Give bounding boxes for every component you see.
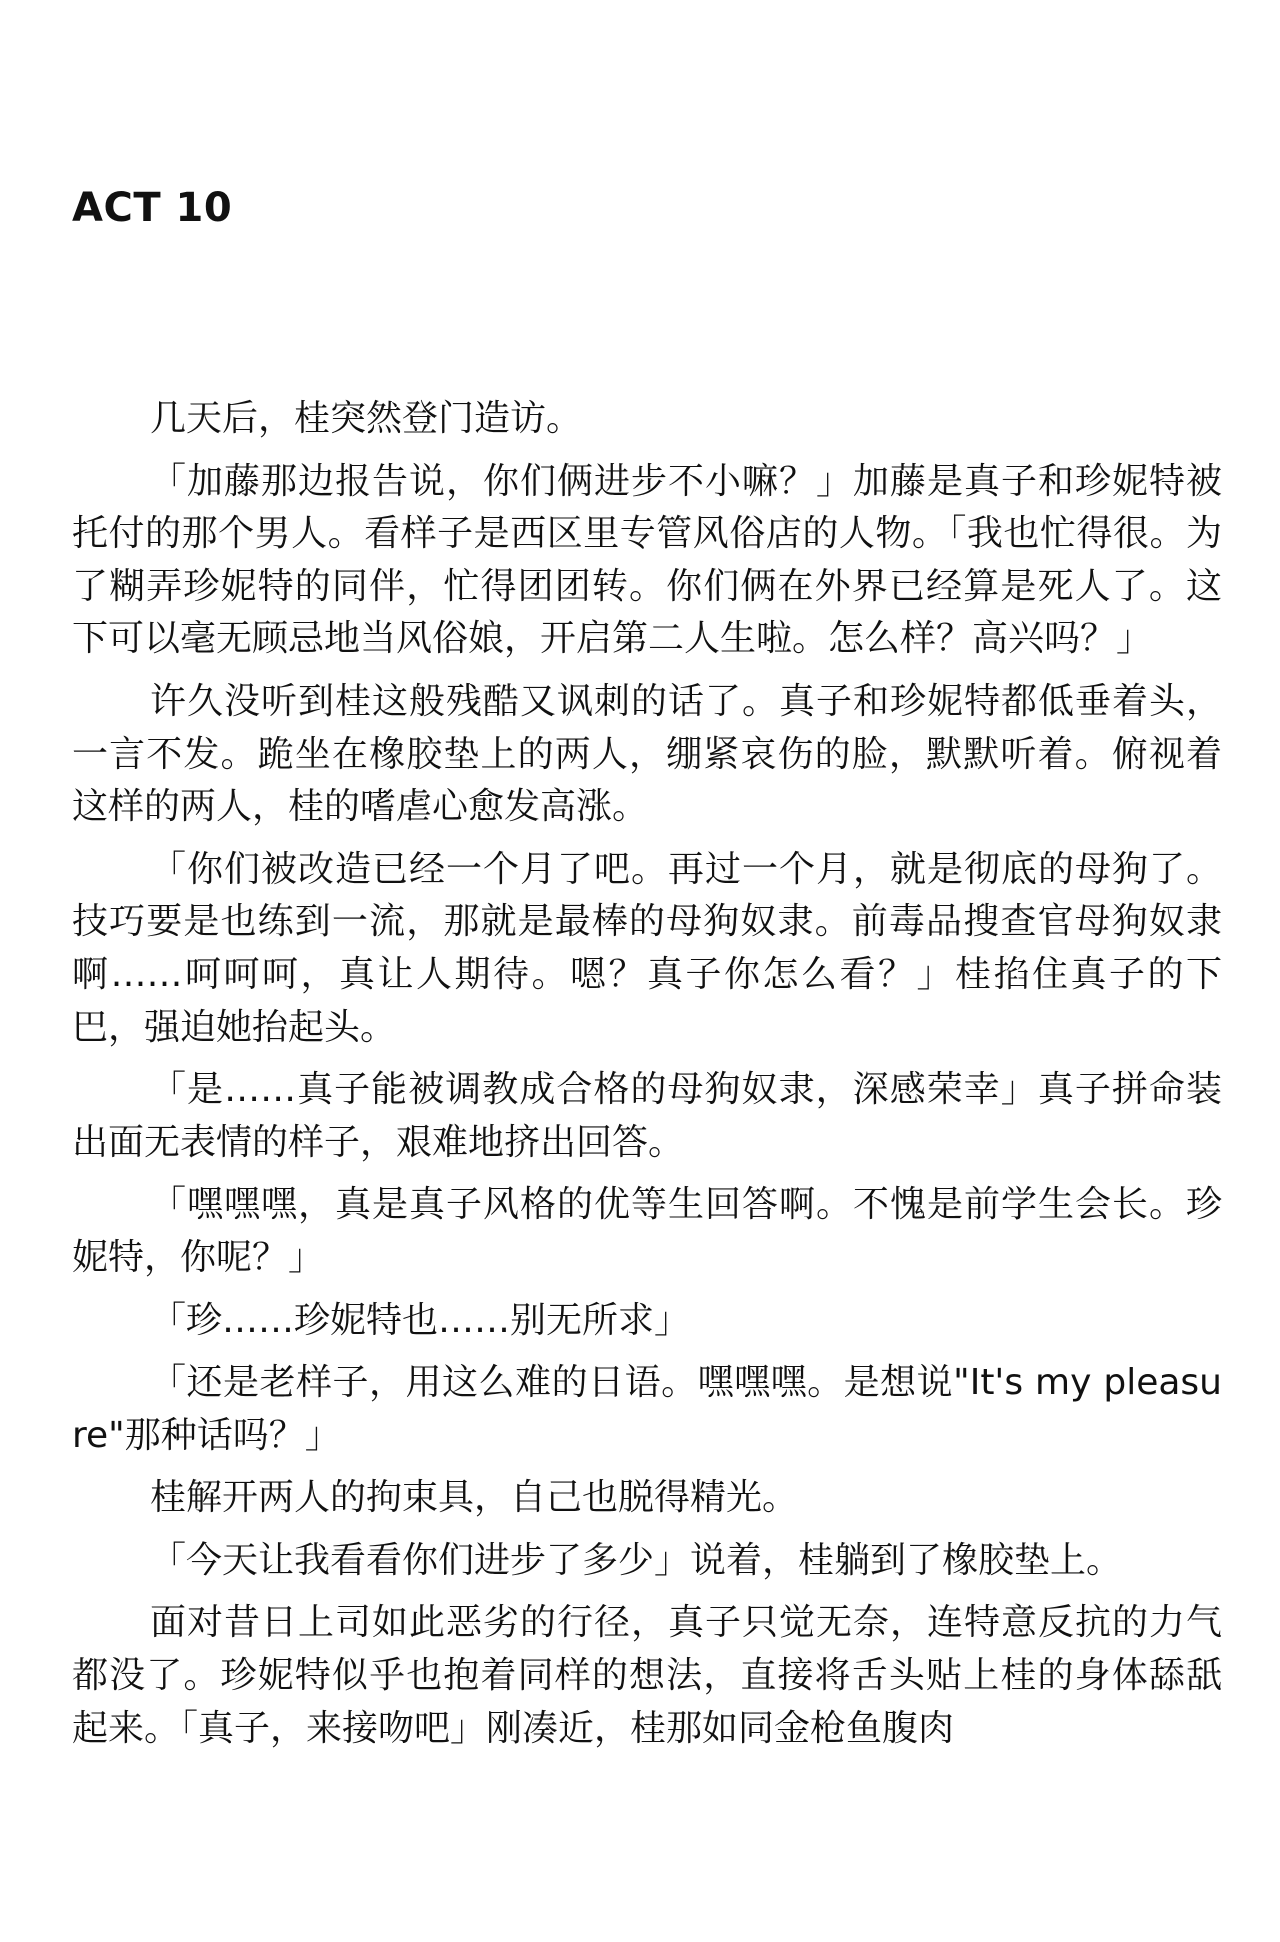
paragraph: 几天后，桂突然登门造访。 bbox=[150, 398, 583, 439]
paragraph: 「嘿嘿嘿，真是真子风格的优等生回答啊。不愧是前学生会长。珍妮特，你呢？」 bbox=[72, 1184, 1222, 1278]
paragraph: 「珍……珍妮特也……别无所求」 bbox=[150, 1299, 691, 1341]
paragraph: 「还是老样子，用这么难的日语。嘿嘿嘿。是想说"It's my pleasure"那种话吗？」 bbox=[72, 1362, 1222, 1456]
paragraph: 「你们被改造已经一个月了吧。再过一个月，就是彻底的母狗了。技巧要是也练到一流，那就是最棒的母狗奴隶。前毒品搜查官母狗奴隶啊……呵呵呵，真让人期待。嗯？真子你怎么看？」桂掐住真子的下巴，强迫她抬起头。 bbox=[72, 848, 1222, 1048]
paragraph: 桂解开两人的拘束具，自己也脱得精光。 bbox=[150, 1477, 799, 1519]
paragraph: 许久没听到桂这般残酷又讽刺的话了。真子和珍妮特都低垂着头，一言不发。跪坐在橡胶垫上的两人，绷紧哀伤的脸，默默听着。俯视着这样的两人，桂的嗜虐心愈发高涨。 bbox=[72, 680, 1222, 828]
paragraph: 面对昔日上司如此恶劣的行径，真子只觉无奈，连特意反抗的力气都没了。珍妮特似乎也抱着同样的想法，直接将舌头贴上桂的身体舔舐起来。「真子，来接吻吧」刚凑近，桂那如同金枪鱼腹肉 bbox=[72, 1602, 1222, 1749]
body-text bbox=[72, 393, 1222, 1765]
chapter-title: ACT 10 bbox=[72, 185, 233, 231]
paragraph: 「是……真子能被调教成合格的母狗奴隶，深感荣幸」真子拼命装出面无表情的样子，艰难地挤出回答。 bbox=[72, 1069, 1222, 1163]
paragraph: 「加藤那边报告说，你们俩进步不小嘛？」加藤是真子和珍妮特被托付的那个男人。看样子是西区里专管风俗店的人物。「我也忙得很。为了糊弄珍妮特的同伴，忙得团团转。你们俩在外界已经算是死人了。这下可以毫无顾忌地当风俗娘，开启第二人生啦。怎么样？高兴吗？」 bbox=[72, 460, 1222, 660]
paragraph: 「今天让我看看你们进步了多少」说着，桂躺到了橡胶垫上。 bbox=[150, 1539, 1123, 1581]
